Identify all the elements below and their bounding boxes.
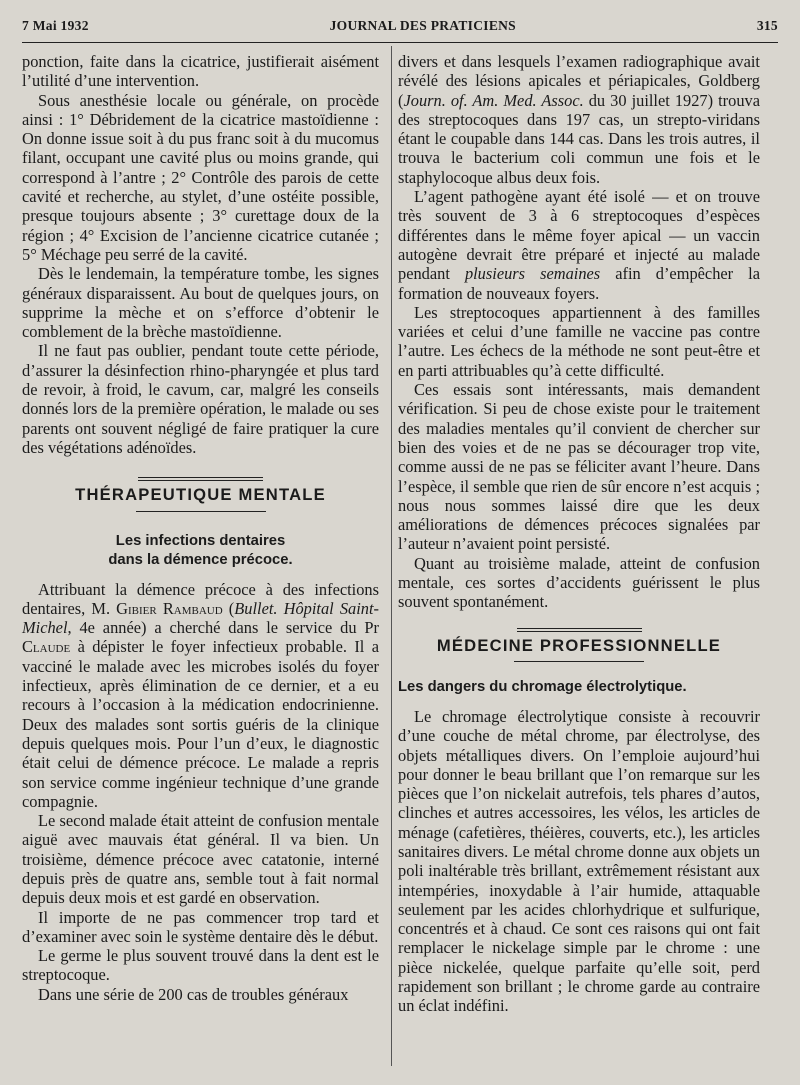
paragraph: Attribuant la démence précoce à des infections dentaires, M. Gibier Rambaud (Bullet. Hôpital Saint-Michel, 4e année) a cherché dans le service du Pr Claude à dépister le foyer infectieux probable. Il a vacciné le malade avec les microbes isolés du foyer infectieux, après élimination de ce dernier, et a eu recours à l’occasion à la médication endocrinienne. Deux des malades sont sortis guéris de la clinique depuis quelques mois. Pour l’un d’eux, le diagnostic était celui de démence précoce. Le malade a repris son service comme ingénieur technique d’une grande compagnie. — [22, 579, 380, 811]
paragraph: Il importe de ne pas commencer trop tard et d’examiner avec soin le système dentaire dès le début. — [22, 907, 379, 946]
paragraph: Sous anesthésie locale ou générale, on procède ainsi : 1° Débridement de la cicatrice mastoïdienne : On donne issue soit à du pus franc soit à du mucomus filant, occupant une cavité plus ou moins grande, qui correspond à l’antre ; 2° Contrôle des parois de cette cavité et recherche, au stylet, d’une ostéite possible, presque toujours absente ; 3° curettage doux de la région ; 4° Excision de l’ancienne cicatrice cutanée ; 5° Méchage peu serré de la cavité. — [22, 90, 379, 264]
paragraph: Dans une série de 200 cas de troubles généraux — [38, 984, 349, 1004]
paragraph: ponction, faite dans la cicatrice, justifierait aisément l’utilité d’une intervention. — [22, 52, 379, 91]
header-date: 7 Mai 1932 — [22, 18, 89, 33]
page-header — [22, 18, 778, 40]
section-title-medecine-professionnelle: MÉDECINE PROFESSIONNELLE — [436, 635, 722, 655]
paragraph: Il ne faut pas oublier, pendant toute cette période, d’assurer la désinfection rhino-pharyngée et plus tard de revoir, à froid, le cavum, car, malgré les conseils donnés lors de la première opération, le malade ou ses parents ont souvent négligé de faire pratiquer la cure des végétations adénoïdes. — [22, 341, 379, 457]
paragraph: Ces essais sont intéressants, mais demandent vérification. Si peu de chose existe pour le traitement des maladies mentales qu’il convient de chercher sur bien des voies et de ne pas se décourager trop vite, comme aussi de ne pas se féliciter avant l’heure. Dans l’espèce, il semble que rien de sûr encore n’est acquis ; nous nous sommes laissé dire que les deux améliorations de démences précoces signalées par l’auteur n’avaient point persisté. — [398, 380, 760, 554]
paragraph: Quant au troisième malade, atteint de confusion mentale, ces sortes d’accidents guérissent le plus souvent spontanément. — [398, 553, 760, 612]
paragraph: Dès le lendemain, la température tombe, les signes généraux disparaissent. Au bout de quelques jours, on supprime la mèche et on s’efforce d’obtenir le comblement de la brèche mastoïdienne. — [22, 264, 379, 342]
section-title-therapeutique-mentale: THÉRAPEUTIQUE MENTALE — [75, 485, 326, 505]
author-name: Gibier Rambaud — [116, 598, 223, 618]
article-title-line: Les infections dentaires — [115, 532, 286, 549]
paragraph: divers et dans lesquels l’examen radiographique avait révélé des lésions apicales et périapicales, Goldberg (Journ. of. Am. Med. Assoc. du 30 juillet 1927) trouva des streptocoques dans 197 cas, un strepto-viridans étant le coupable dans 144 cas. Dans les trois autres, il trouva le bacterium coli commun une fois et le staphylocoque albus deux fois. — [398, 52, 760, 187]
reference: Journ. of. Am. Med. Assoc. — [403, 90, 584, 110]
author-name: Claude — [22, 637, 71, 657]
right-column — [398, 52, 760, 1016]
reference: Bullet. Hôpital Saint-Michel — [22, 598, 380, 638]
column-divider — [391, 46, 392, 1066]
header-journal-title: JOURNAL DES PRATICIENS — [329, 18, 516, 33]
header-rule — [22, 42, 778, 43]
paragraph: Le germe le plus souvent trouvé dans la dent est le streptocoque. — [22, 946, 379, 985]
paragraph: L’agent pathogène ayant été isolé — et on trouve très souvent de 3 à 6 streptocoques d’espèces différentes dans le même foyer apical — un vaccin autogène devrait être préparé et injecté au malade pendant plusieurs semaines afin d’empêcher la formation de nouveaux foyers. — [398, 187, 760, 303]
article-title: Les dangers du chromage électrolytique. — [398, 678, 687, 695]
emphasis: plusieurs semaines — [464, 264, 601, 284]
header-page-number: 315 — [756, 18, 778, 33]
paragraph: Le second malade était atteint de confusion mentale aiguë avec mauvais état général. Il va bien. Un troisième, démence précoce avec catatonie, interné depuis près de quatre ans, semble tout à fait normal depuis deux mois et est gardé en observation. — [22, 811, 379, 908]
paragraph: Le chromage électrolytique consiste à recouvrir d’une couche de métal chrome, par électrolyse, des objets métalliques divers. On l’emploie aujourd’hui pour donner le beau brillant que l’on remarque sur les pièces que l’on nickelait autrefois, tels phares d’autos, clinches et autres accessoires, les vélos, les articles de ménage (cafetières, théières, couverts, etc.), les articles sanitaires divers. Le métal chrome donne aux objets un poli inaltérable très brillant, extrêmement résistant aux intempéries, inoxydable à l’air humide, attaquable seulement par les acides chlorhydrique et sulfurique, concentrés et à chaud. Ce sont ces raisons qui ont fait remplacer le nickelage simple par le chrome : une pièce nickelée, quelque parfaite qu’elle soit, perd rapidement son brillant ; le chrome garde au contraire un éclat indéfini. — [398, 706, 760, 1016]
left-column — [22, 52, 379, 1004]
paragraph: Les streptocoques appartiennent à des familles variées et celui d’une famille ne vaccine pas contre l’autre. Les échecs de la méthode ne sont peut-être et en parti attribuables qu’à cette difficulté. — [398, 302, 760, 380]
article-title-line: dans la démence précoce. — [108, 551, 293, 568]
